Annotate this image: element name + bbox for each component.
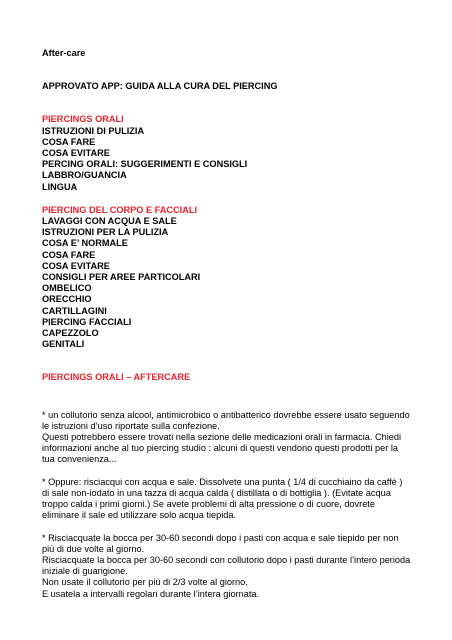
body-section-title: PIERCING DEL CORPO E FACCIALI (42, 204, 198, 215)
index-item: GENITALI (42, 339, 85, 350)
oral-piercing-index (42, 114, 437, 192)
paragraph-mouthwash (42, 410, 437, 466)
index-item: ISTRUZIONI PER LA PULIZIA (42, 227, 169, 238)
paragraph-line: le istruzioni d’uso riportate sulla confezione. (42, 420, 220, 431)
paragraph-line: iniziale di guarigione. (42, 566, 128, 577)
index-item: PIERCING FACCIALI (42, 316, 132, 327)
index-item: ISTRUZIONI DI PULIZIA (42, 125, 145, 136)
paragraph-line: più di due volte al giorno. (42, 543, 145, 554)
index-item: COSA FARE (42, 136, 96, 147)
index-item: COSA EVITARE (42, 148, 110, 159)
index-item: CAPEZZOLO (42, 328, 99, 339)
body-piercing-index (42, 205, 437, 351)
paragraph-line: * Risciacquate la bocca per 30-60 secondi dopo i pasti con acqua e sale tiepido per non (42, 532, 399, 543)
paragraph-line: di sale non-iodato in una tazza di acqua calda ( distillata o di bottiglia ). (Evitate acqua (42, 487, 391, 498)
index-item: LAVAGGI CON ACQUA E SALE (42, 216, 177, 227)
oral-section-title: PIERCINGS ORALI (42, 114, 124, 125)
paragraph-line: * un collutorio senza alcool, antimicrobico o antibatterico dovrebbe essere usato seguendo (42, 409, 410, 420)
index-item: COSA FARE (42, 249, 96, 260)
document-body (42, 48, 437, 600)
paragraph-line: informazioni anche al tuo piercing studio : alcuni di questi vendono questi prodotti per la (42, 443, 398, 454)
approved-guide-title: APPROVATO APP: GUIDA ALLA CURA DEL PIERCING (42, 81, 278, 92)
index-item: OMBELICO (42, 283, 92, 294)
paragraph-line: eliminare il sale ed utilizzare solo acqua tiepida. (42, 510, 237, 521)
paragraph-rinse-schedule (42, 533, 437, 600)
aftercare-section-title: PIERCINGS ORALI – AFTERCARE (42, 372, 191, 383)
index-item: LINGUA (42, 181, 78, 192)
paragraph-line: Non usate il collutorio per più di 2/3 volte al giorno. (42, 577, 248, 588)
paragraph-line: Questi potrebbero essere trovati nella sezione delle medicazioni orali in farmacia. Chiedi (42, 432, 402, 443)
index-item: ORECCHIO (42, 294, 92, 305)
paragraph-line: troppo calda i primi giorni.) Se avete problemi di alta pressione o di cuore, dovrete (42, 499, 375, 510)
index-item: LABBRO/GUANCIA (42, 170, 127, 181)
paragraph-line: E usatela a intervalli regolari durante l’intera giornata. (42, 588, 260, 599)
index-item: COSA E’ NORMALE (42, 238, 128, 249)
index-item: CONSIGLI PER AREE PARTICOLARI (42, 272, 201, 283)
index-item: CARTILLAGINI (42, 305, 107, 316)
index-item: PERCING ORALI: SUGGERIMENTI E CONSIGLI (42, 159, 248, 170)
paragraph-saltwater (42, 477, 437, 522)
index-item: COSA EVITARE (42, 260, 110, 271)
paragraph-line: * Oppure: risciacqui con acqua e sale. Dissolvete una punta ( 1/4 di cucchiaino da caffè ) (42, 476, 403, 487)
paragraph-line: Risciacquate la bocca per 30-60 secondi con collutorio dopo i pasti durante l’intero perioda (42, 554, 411, 565)
doc-heading: After-care (42, 48, 86, 58)
paragraph-line: tua convenienza... (42, 454, 117, 465)
